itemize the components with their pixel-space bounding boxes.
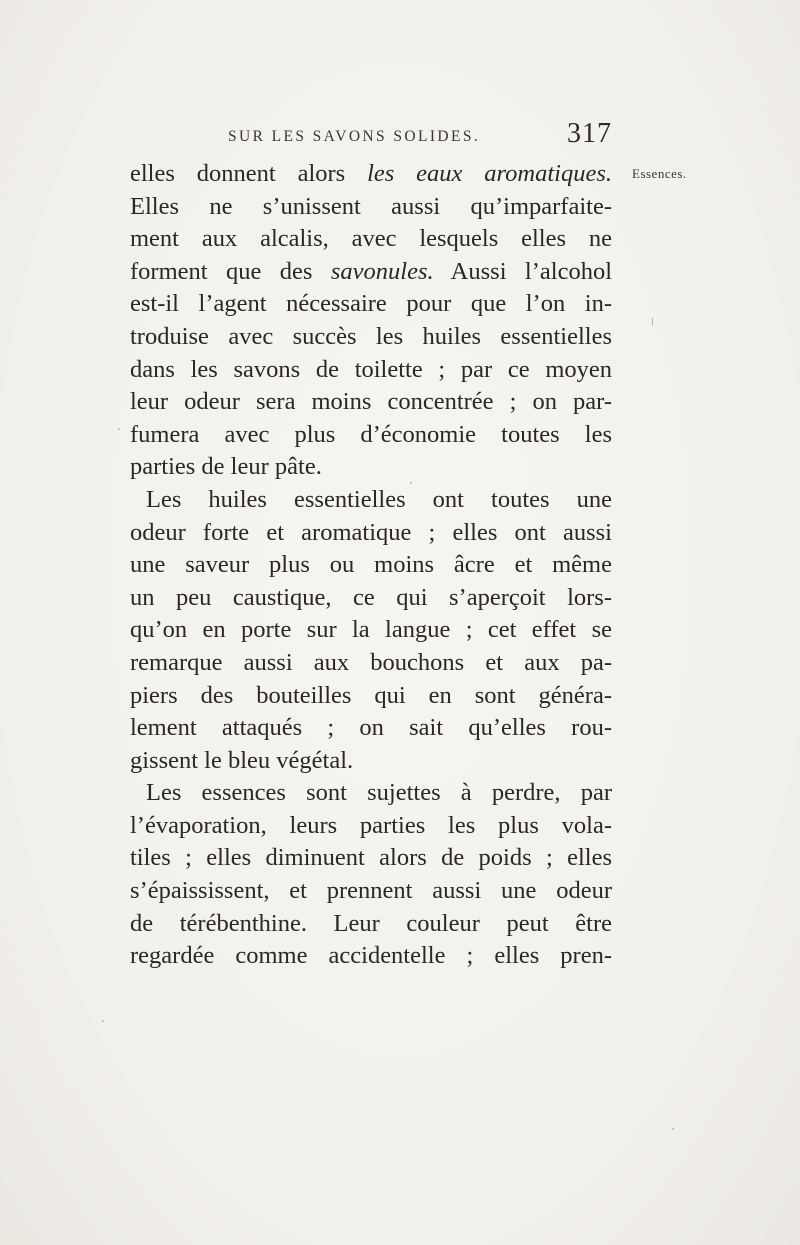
text-run: gissent le bleu végétal. [130,746,354,774]
text-run: tiles ; elles diminuent alors de poids ; elles [130,844,612,872]
text-run: Les huiles essentielles ont toutes une [146,485,612,513]
text-line [130,842,612,875]
text-line [130,191,612,224]
text-line [130,484,612,517]
text-run: une saveur plus ou moins âcre et même [130,551,612,579]
paper-speck [118,428,120,430]
text-line [130,582,612,615]
text-line [130,875,612,908]
text-run: fumera avec plus d’économie toutes les [130,420,612,448]
text-run: remarque aussi aux bouchons et aux pa- [130,648,612,676]
paper-speck [652,318,653,326]
text-run: l’évaporation, leurs parties les plus vola- [130,811,612,839]
text-run: lement attaqués ; on sait qu’elles rou- [130,714,612,742]
text-line [130,158,612,191]
text-line [130,288,612,321]
running-head-title: SUR LES SAVONS SOLIDES. [228,128,481,145]
text-line [130,712,612,745]
text-run: troduise avec succès les huiles essentielles [130,322,612,350]
text-line [130,419,612,452]
text-line [130,647,612,680]
text-run: Aussi l’alcohol [433,257,612,285]
italic-phrase: les eaux aromatiques. [367,160,613,187]
text-run: odeur forte et aromatique ; elles ont aussi [130,518,612,546]
text-run: ment aux alcalis, avec lesquels elles ne [130,225,612,253]
text-line [130,810,612,843]
text-run: parties de leur pâte. [130,453,322,481]
text-line [130,745,612,778]
text-line [130,451,612,484]
margin-note: Essences. [632,166,687,181]
text-run: forment que des [130,257,331,285]
body-text [130,158,612,973]
text-line [130,256,612,289]
paper-speck [410,482,412,484]
text-line [130,680,612,713]
text-run: elles donnent alors [130,160,368,187]
text-run: dans les savons de toilette ; par ce moyen [130,355,612,383]
text-run: Elles ne s’unissent aussi qu’imparfaite- [130,192,612,220]
page-number: 317 [567,118,612,149]
italic-phrase: savonules. [330,257,434,285]
text-run: leur odeur sera moins concentrée ; on par- [130,388,612,416]
text-line [130,614,612,647]
text-line [130,321,612,354]
text-line [130,908,612,941]
text-run: regardée comme accidentelle ; elles pren- [130,942,612,970]
text-line [130,517,612,550]
text-line [130,386,612,419]
text-run: de térébenthine. Leur couleur peut être [130,909,612,937]
text-run: un peu caustique, ce qui s’aperçoit lors- [130,583,612,611]
text-line [130,549,612,582]
paper-speck [102,1020,104,1022]
text-run: s’épaississent, et prennent aussi une odeur [130,877,612,905]
paper-speck [672,1128,674,1130]
text-line [130,354,612,387]
text-run: piers des bouteilles qui en sont généra- [130,681,612,709]
text-line [130,940,612,973]
text-run: qu’on en porte sur la langue ; cet effet se [130,616,612,644]
text-line [130,777,612,810]
text-run: Les essences sont sujettes à perdre, par [146,779,612,807]
text-line [130,223,612,256]
text-run: est-il l’agent nécessaire pour que l’on in- [130,290,612,318]
running-head [130,118,612,158]
